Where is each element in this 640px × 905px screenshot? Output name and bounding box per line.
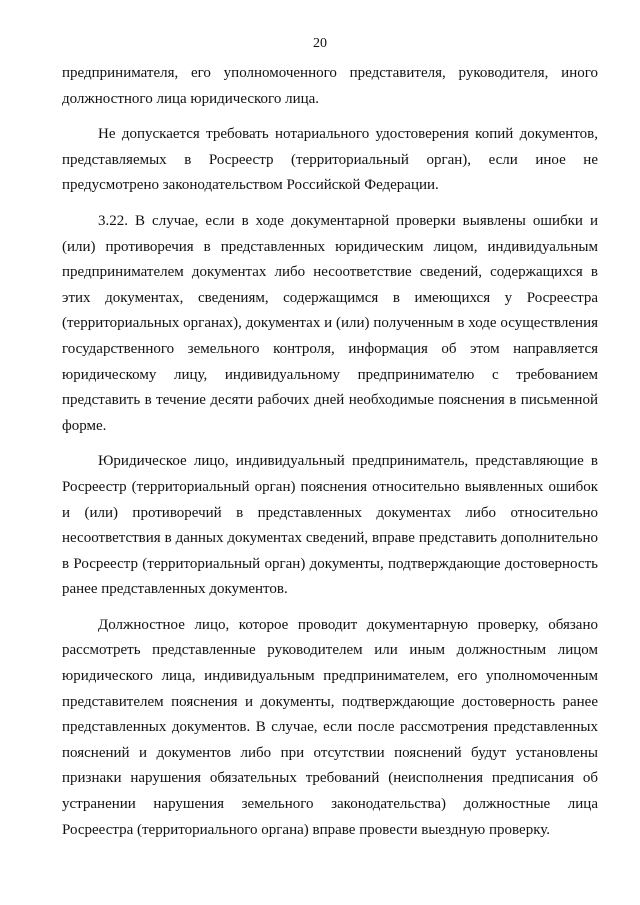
paragraph-continuation: предпринимателя, его уполномоченного представителя, руководителя, иного должностного лица юридического лица. [62,65,598,107]
document-body [62,61,598,853]
paragraph-explanations: Юридическое лицо, индивидуальный предприниматель, представляющие в Росреестр (территориальный орган) пояснения относительно выявленных ошибок и (или) противоречий в представленных документах либо относительно несоответствия в данных документах сведений, вправе представить дополнительно в Росреестр (территориальный орган) документы, подтверждающие достоверность ранее представленных документов. [62,453,598,598]
paragraph-section-3-22: 3.22. В случае, если в ходе документарной проверки выявлены ошибки и (или) противоречия в представленных юридическим лицом, индивидуальным предпринимателем документах либо несоответствие сведений, содержащихся в этих документах, сведениям, содержащимся в имеющихся у Росреестра (территориальных органах), документах и (или) полученным в ходе осуществления государственного земельного контроля, информация об этом направляется юридическому лицу, индивидуальному предпринимателю с требованием представить в течение десяти рабочих дней необходимые пояснения в письменной форме. [62,212,598,434]
paragraph-official-review: Должностное лицо, которое проводит документарную проверку, обязано рассмотреть представленные руководителем или иным должностным лицом юридического лица, индивидуальным предпринимателем, его уполномоченным представителем пояснения и документы, подтверждающие достоверность ранее представленных документов. В случае, если после рассмотрения представленных пояснений и документов либо при отсутствии пояснений будут установлены признаки нарушения обязательных требований (неисполнения предписания об устранении нарушения земельного законодательства) должностные лица Росреестра (территориального органа) вправе провести выездную проверку. [62,616,598,838]
page-number: 20 [313,36,327,51]
paragraph-notarization: Не допускается требовать нотариального удостоверения копий документов, представляемых в Росреестр (территориальный орган), если иное не предусмотрено законодательством Российской Федерации. [62,126,598,194]
